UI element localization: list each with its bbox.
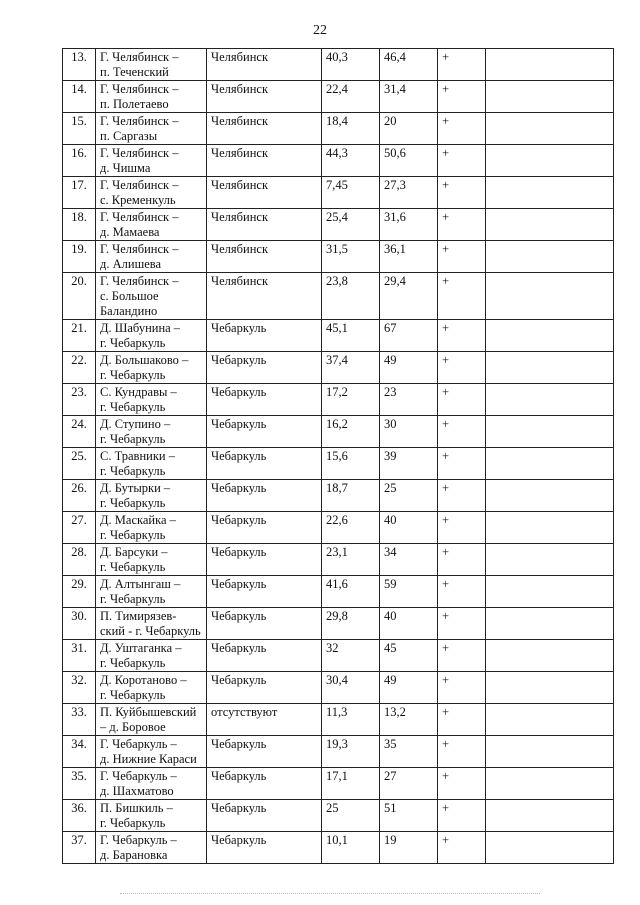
value-a: 10,1 xyxy=(322,832,380,864)
route-name: П. Куйбышевский – д. Боровое xyxy=(96,704,207,736)
extra-cell xyxy=(486,81,614,113)
district: Чебаркуль xyxy=(207,768,322,800)
mark: + xyxy=(438,448,486,480)
mark: + xyxy=(438,768,486,800)
district: Чебаркуль xyxy=(207,448,322,480)
district: Челябинск xyxy=(207,49,322,81)
table-row xyxy=(63,352,614,384)
extra-cell xyxy=(486,241,614,273)
route-name: П. Тимирязев- ский - г. Чебаркуль xyxy=(96,608,207,640)
district: Чебаркуль xyxy=(207,832,322,864)
page-number: 22 xyxy=(313,23,327,38)
table-row xyxy=(63,736,614,768)
district: Челябинск xyxy=(207,177,322,209)
value-b: 20 xyxy=(380,113,438,145)
row-number: 33. xyxy=(63,704,96,736)
routes-table xyxy=(62,48,614,864)
route-name: С. Кундравы – г. Чебаркуль xyxy=(96,384,207,416)
value-b: 25 xyxy=(380,480,438,512)
extra-cell xyxy=(486,800,614,832)
row-number: 13. xyxy=(63,49,96,81)
row-number: 14. xyxy=(63,81,96,113)
table-row xyxy=(63,576,614,608)
mark: + xyxy=(438,273,486,320)
row-number: 31. xyxy=(63,640,96,672)
district: Чебаркуль xyxy=(207,512,322,544)
mark: + xyxy=(438,736,486,768)
mark: + xyxy=(438,704,486,736)
mark: + xyxy=(438,672,486,704)
route-name: Д. Большаково – г. Чебаркуль xyxy=(96,352,207,384)
row-number: 29. xyxy=(63,576,96,608)
extra-cell xyxy=(486,113,614,145)
table-row xyxy=(63,145,614,177)
table-row xyxy=(63,416,614,448)
route-name: Г. Чебаркуль – д. Нижние Караси xyxy=(96,736,207,768)
table-row xyxy=(63,608,614,640)
value-a: 17,2 xyxy=(322,384,380,416)
value-a: 37,4 xyxy=(322,352,380,384)
value-a: 29,8 xyxy=(322,608,380,640)
extra-cell xyxy=(486,544,614,576)
value-a: 23,1 xyxy=(322,544,380,576)
value-b: 40 xyxy=(380,608,438,640)
district: отсутствуют xyxy=(207,704,322,736)
district: Чебаркуль xyxy=(207,608,322,640)
value-a: 32 xyxy=(322,640,380,672)
mark: + xyxy=(438,640,486,672)
table-row xyxy=(63,49,614,81)
district: Чебаркуль xyxy=(207,384,322,416)
value-b: 34 xyxy=(380,544,438,576)
route-name: Д. Маскайка – г. Чебаркуль xyxy=(96,512,207,544)
district: Чебаркуль xyxy=(207,544,322,576)
value-b: 13,2 xyxy=(380,704,438,736)
district: Челябинск xyxy=(207,145,322,177)
extra-cell xyxy=(486,704,614,736)
extra-cell xyxy=(486,416,614,448)
row-number: 26. xyxy=(63,480,96,512)
table-row xyxy=(63,800,614,832)
row-number: 16. xyxy=(63,145,96,177)
mark: + xyxy=(438,416,486,448)
route-name: Г. Чебаркуль – д. Шахматово xyxy=(96,768,207,800)
mark: + xyxy=(438,608,486,640)
mark: + xyxy=(438,384,486,416)
value-b: 39 xyxy=(380,448,438,480)
district: Чебаркуль xyxy=(207,672,322,704)
row-number: 21. xyxy=(63,320,96,352)
district: Челябинск xyxy=(207,81,322,113)
row-number: 28. xyxy=(63,544,96,576)
value-a: 18,4 xyxy=(322,113,380,145)
table-row xyxy=(63,768,614,800)
extra-cell xyxy=(486,352,614,384)
value-a: 45,1 xyxy=(322,320,380,352)
mark: + xyxy=(438,480,486,512)
extra-cell xyxy=(486,177,614,209)
district: Чебаркуль xyxy=(207,352,322,384)
route-name: Г. Челябинск – п. Саргазы xyxy=(96,113,207,145)
district: Чебаркуль xyxy=(207,736,322,768)
extra-cell xyxy=(486,384,614,416)
value-b: 29,4 xyxy=(380,273,438,320)
value-a: 22,4 xyxy=(322,81,380,113)
value-a: 15,6 xyxy=(322,448,380,480)
district: Челябинск xyxy=(207,113,322,145)
value-a: 40,3 xyxy=(322,49,380,81)
routes-table-body xyxy=(63,49,614,864)
value-a: 19,3 xyxy=(322,736,380,768)
district: Чебаркуль xyxy=(207,576,322,608)
row-number: 30. xyxy=(63,608,96,640)
value-a: 25,4 xyxy=(322,209,380,241)
value-b: 30 xyxy=(380,416,438,448)
row-number: 18. xyxy=(63,209,96,241)
extra-cell xyxy=(486,672,614,704)
row-number: 37. xyxy=(63,832,96,864)
route-name: Г. Челябинск – д. Мамаева xyxy=(96,209,207,241)
district: Челябинск xyxy=(207,241,322,273)
route-name: Г. Челябинск – п. Теченский xyxy=(96,49,207,81)
row-number: 23. xyxy=(63,384,96,416)
mark: + xyxy=(438,49,486,81)
row-number: 22. xyxy=(63,352,96,384)
row-number: 35. xyxy=(63,768,96,800)
table-row xyxy=(63,273,614,320)
route-name: Д. Шабунина – г. Чебаркуль xyxy=(96,320,207,352)
value-a: 17,1 xyxy=(322,768,380,800)
mark: + xyxy=(438,512,486,544)
route-name: Г. Челябинск – с. Большое Баландино xyxy=(96,273,207,320)
table-row xyxy=(63,113,614,145)
extra-cell xyxy=(486,49,614,81)
value-a: 18,7 xyxy=(322,480,380,512)
table-row xyxy=(63,544,614,576)
value-b: 51 xyxy=(380,800,438,832)
extra-cell xyxy=(486,832,614,864)
extra-cell xyxy=(486,273,614,320)
value-a: 16,2 xyxy=(322,416,380,448)
value-b: 46,4 xyxy=(380,49,438,81)
footer-rule xyxy=(120,893,540,894)
value-a: 22,6 xyxy=(322,512,380,544)
value-a: 25 xyxy=(322,800,380,832)
value-b: 31,6 xyxy=(380,209,438,241)
table-row xyxy=(63,704,614,736)
row-number: 32. xyxy=(63,672,96,704)
route-name: Д. Ступино – г. Чебаркуль xyxy=(96,416,207,448)
value-b: 67 xyxy=(380,320,438,352)
value-a: 30,4 xyxy=(322,672,380,704)
value-b: 45 xyxy=(380,640,438,672)
extra-cell xyxy=(486,480,614,512)
row-number: 25. xyxy=(63,448,96,480)
route-name: Г. Чебаркуль – д. Барановка xyxy=(96,832,207,864)
mark: + xyxy=(438,800,486,832)
route-name: Д. Коротаново – г. Чебаркуль xyxy=(96,672,207,704)
table-row xyxy=(63,241,614,273)
extra-cell xyxy=(486,640,614,672)
extra-cell xyxy=(486,512,614,544)
value-a: 7,45 xyxy=(322,177,380,209)
row-number: 19. xyxy=(63,241,96,273)
value-a: 41,6 xyxy=(322,576,380,608)
route-name: С. Травники – г. Чебаркуль xyxy=(96,448,207,480)
extra-cell xyxy=(486,448,614,480)
route-name: Д. Уштаганка – г. Чебаркуль xyxy=(96,640,207,672)
value-a: 23,8 xyxy=(322,273,380,320)
table-row xyxy=(63,384,614,416)
district: Чебаркуль xyxy=(207,800,322,832)
extra-cell xyxy=(486,576,614,608)
value-b: 59 xyxy=(380,576,438,608)
route-name: Г. Челябинск – д. Чишма xyxy=(96,145,207,177)
mark: + xyxy=(438,576,486,608)
route-name: Д. Барсуки – г. Чебаркуль xyxy=(96,544,207,576)
mark: + xyxy=(438,544,486,576)
table-row xyxy=(63,832,614,864)
mark: + xyxy=(438,177,486,209)
value-a: 31,5 xyxy=(322,241,380,273)
row-number: 24. xyxy=(63,416,96,448)
mark: + xyxy=(438,81,486,113)
mark: + xyxy=(438,113,486,145)
row-number: 36. xyxy=(63,800,96,832)
value-b: 31,4 xyxy=(380,81,438,113)
mark: + xyxy=(438,352,486,384)
table-row xyxy=(63,81,614,113)
row-number: 15. xyxy=(63,113,96,145)
value-b: 27,3 xyxy=(380,177,438,209)
value-b: 40 xyxy=(380,512,438,544)
extra-cell xyxy=(486,145,614,177)
mark: + xyxy=(438,320,486,352)
mark: + xyxy=(438,832,486,864)
route-name: Д. Алтынгаш – г. Чебаркуль xyxy=(96,576,207,608)
value-a: 44,3 xyxy=(322,145,380,177)
route-name: Д. Бутырки – г. Чебаркуль xyxy=(96,480,207,512)
mark: + xyxy=(438,241,486,273)
value-b: 49 xyxy=(380,672,438,704)
district: Чебаркуль xyxy=(207,320,322,352)
row-number: 34. xyxy=(63,736,96,768)
extra-cell xyxy=(486,320,614,352)
table-row xyxy=(63,480,614,512)
district: Чебаркуль xyxy=(207,640,322,672)
mark: + xyxy=(438,209,486,241)
value-b: 49 xyxy=(380,352,438,384)
extra-cell xyxy=(486,736,614,768)
value-b: 19 xyxy=(380,832,438,864)
route-name: Г. Челябинск – д. Алишева xyxy=(96,241,207,273)
route-name: Г. Челябинск – п. Полетаево xyxy=(96,81,207,113)
value-b: 23 xyxy=(380,384,438,416)
value-a: 11,3 xyxy=(322,704,380,736)
table-row xyxy=(63,320,614,352)
district: Челябинск xyxy=(207,209,322,241)
row-number: 27. xyxy=(63,512,96,544)
district: Чебаркуль xyxy=(207,416,322,448)
value-b: 35 xyxy=(380,736,438,768)
value-b: 50,6 xyxy=(380,145,438,177)
district: Чебаркуль xyxy=(207,480,322,512)
table-row xyxy=(63,209,614,241)
row-number: 20. xyxy=(63,273,96,320)
table-row xyxy=(63,640,614,672)
extra-cell xyxy=(486,608,614,640)
mark: + xyxy=(438,145,486,177)
route-name: Г. Челябинск – с. Кременкуль xyxy=(96,177,207,209)
route-name: П. Бишкиль – г. Чебаркуль xyxy=(96,800,207,832)
district: Челябинск xyxy=(207,273,322,320)
table-row xyxy=(63,672,614,704)
table-row xyxy=(63,177,614,209)
table-row xyxy=(63,448,614,480)
extra-cell xyxy=(486,768,614,800)
table-row xyxy=(63,512,614,544)
row-number: 17. xyxy=(63,177,96,209)
extra-cell xyxy=(486,209,614,241)
value-b: 36,1 xyxy=(380,241,438,273)
value-b: 27 xyxy=(380,768,438,800)
